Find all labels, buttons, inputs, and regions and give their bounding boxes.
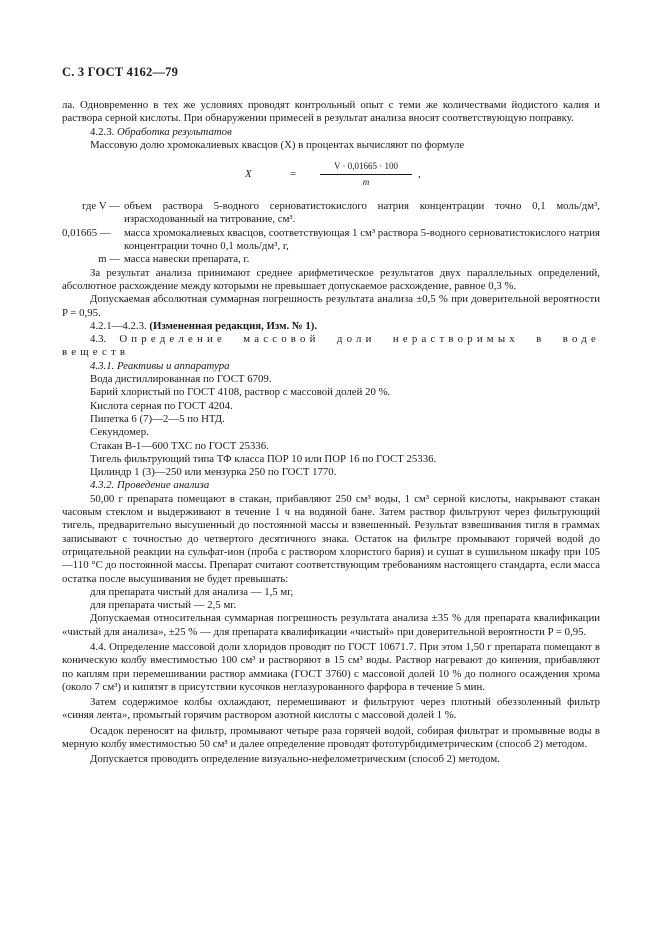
formula-intro: Массовую долю хромокалиевых квасцов (X) в процентах вычисляют по формуле xyxy=(90,138,465,151)
result-paragraph: За результат анализа принимают среднее арифметическое результатов двух параллельных определений, абсолютное расхождение между которыми не превышает допускаемое расхождение, равное 0,3 %. xyxy=(62,266,600,292)
section-4-3-1-heading xyxy=(62,360,600,373)
formula-tail: , xyxy=(418,168,421,181)
definition-text: масса навески препарата, г. xyxy=(124,253,250,266)
formula-denominator: m xyxy=(362,177,370,188)
list-item: Стакан В-1—600 ТХС по ГОСТ 25336. xyxy=(90,439,269,452)
definition-term: m — xyxy=(98,253,120,266)
section-title: 4.3.1. Реактивы и аппаратура xyxy=(90,359,230,372)
list-item: Секундомер. xyxy=(90,426,149,439)
variable-definitions xyxy=(62,200,600,266)
definition-text: объем раствора 5-водного серноватистокислого натрия концентрации точно 0,1 моль/дм³, израсходованный на титрование, см³. xyxy=(124,200,600,226)
formula xyxy=(62,152,600,198)
definition-v xyxy=(62,200,600,227)
formula-equals: = xyxy=(290,168,297,181)
formula-lhs: X xyxy=(245,168,252,181)
list-item: Пипетка 6 (7)—2—5 по НТД. xyxy=(90,412,225,425)
section-4-4-paragraph: 4.4. Определение массовой доли хлоридов проводят по ГОСТ 10671.7. При этом 1,50 г препарата помещают в коническую колбу вместимостью 100 см³ и растворяют в 15 см³ воды. Раствор нагревают до кипения, прибавляют по каплям при перемешивании раствор аммиака (ГОСТ 3760) с массовой долей 10 % до полного осаждения хрома (около 7 см³) и кипятят в присутствии кусочков неглазурованного фарфора в течение 5 мин. xyxy=(62,640,600,693)
section-title: 4.3.2. Проведение анализа xyxy=(90,479,210,492)
allowed-method-paragraph: Допускается проводить определение визуально-нефелометрическим (способ 2) методом. xyxy=(90,753,500,766)
list-item: Цилиндр 1 (3)—250 или мензурка 250 по ГОСТ 1770. xyxy=(90,466,337,479)
error-paragraph: Допускаемая относительная суммарная погрешность результата анализа ±35 % для препарата квалификации «чистый для анализа», ±25 % — для препарата квалификации «чистый» при доверительной вероятности P = 0,95. xyxy=(62,612,600,638)
list-item: Барий хлористый по ГОСТ 4108, раствор с массовой долей 20 %. xyxy=(90,386,391,399)
error-paragraph: Допускаемая абсолютная суммарная погрешность результата анализа ±0,5 % при доверительной вероятности P = 0,95. xyxy=(62,293,600,319)
edit-ref: 4.2.1—4.2.3. xyxy=(90,319,147,332)
edit-note-text: (Измененная редакция, Изм. № 1). xyxy=(149,319,318,332)
list-item: Вода дистиллированная по ГОСТ 6709. xyxy=(90,373,272,386)
cooling-paragraph: Затем содержимое колбы охлаждают, перемешивают и фильтруют через плотный обеззоленный фильтр «синяя лента», промытый горячим раствором азотной кислоты с массовой долей 1 %. xyxy=(62,696,600,722)
section-title: Обработка результатов xyxy=(117,125,232,138)
edit-note xyxy=(62,320,600,333)
definition-text: масса хромокалиевых квасцов, соответствующая 1 см³ раствора 5-водного серноватистокислого натрия концентрации точно 0,1 моль/дм³, г, xyxy=(124,226,601,253)
section-4-3-heading xyxy=(62,333,600,360)
definition-term: 0,01665 — xyxy=(62,226,111,239)
section-number: 4.3. xyxy=(90,333,107,346)
precipitate-paragraph: Осадок переносят на фильтр, промывают четыре раза горячей водой, собирая фильтрат и промывные воды в мерную колбу вместимостью 50 см³ и далее определение проводят фототурбидиметрическим (способ 2) методом. xyxy=(62,724,600,751)
document-body xyxy=(62,99,600,767)
page-header: С. 3 ГОСТ 4162—79 xyxy=(62,65,179,79)
section-4-3-2-heading xyxy=(62,479,600,492)
list-item: Кислота серная по ГОСТ 4204. xyxy=(90,399,233,412)
section-number: 4.2.3. xyxy=(90,125,115,138)
definition-coefficient xyxy=(62,227,600,254)
limit-item: для препарата чистый для анализа — 1,5 мг, xyxy=(90,585,294,598)
section-title: Определение массовой доли нерастворимых в воде веществ xyxy=(62,333,600,359)
analysis-paragraph: 50,00 г препарата помещают в стакан, прибавляют 250 см³ воды, 1 см³ серной кислоты, накрывают стакан часовым стеклом и выдерживают в течение 1 ч на водяной бане. Затем раствор фильтруют через фильтрующий тигель, предварительно высушенный до постоянной массы и взвешенный. Результат взвешивания тигля в граммах записывают с точностью до четвертого десятичного знака. Остаток на фильтре промывают горячей водой до отрицательной реакции на сульфат-ион (проба с раствором хлористого бария) и сушат в сушильном шкафу при 105—110 °С до постоянной массы. Препарат считают соответствующим требованиям настоящего стандарта, если масса остатка после высушивания не будет превышать: xyxy=(62,492,600,585)
section-4-2-3-heading xyxy=(62,126,600,139)
definition-term: где V — xyxy=(82,200,120,213)
paragraph-continuation: ла. Одновременно в тех же условиях проводят контрольный опыт с теми же количествами йодистого калия и раствора серной кислоты. При обнаружении примесей в результат анализа вносят соответствующую поправку. xyxy=(62,99,600,125)
limit-item: для препарата чистый — 2,5 мг. xyxy=(90,599,237,612)
formula-fraction xyxy=(320,160,412,190)
reagents-list xyxy=(62,373,600,479)
formula-numerator: V · 0,01665 · 100 xyxy=(320,160,412,175)
definition-m xyxy=(62,253,600,266)
list-item: Тигель фильтрующий типа ТФ класса ПОР 10 или ПОР 16 по ГОСТ 25336. xyxy=(90,452,437,465)
